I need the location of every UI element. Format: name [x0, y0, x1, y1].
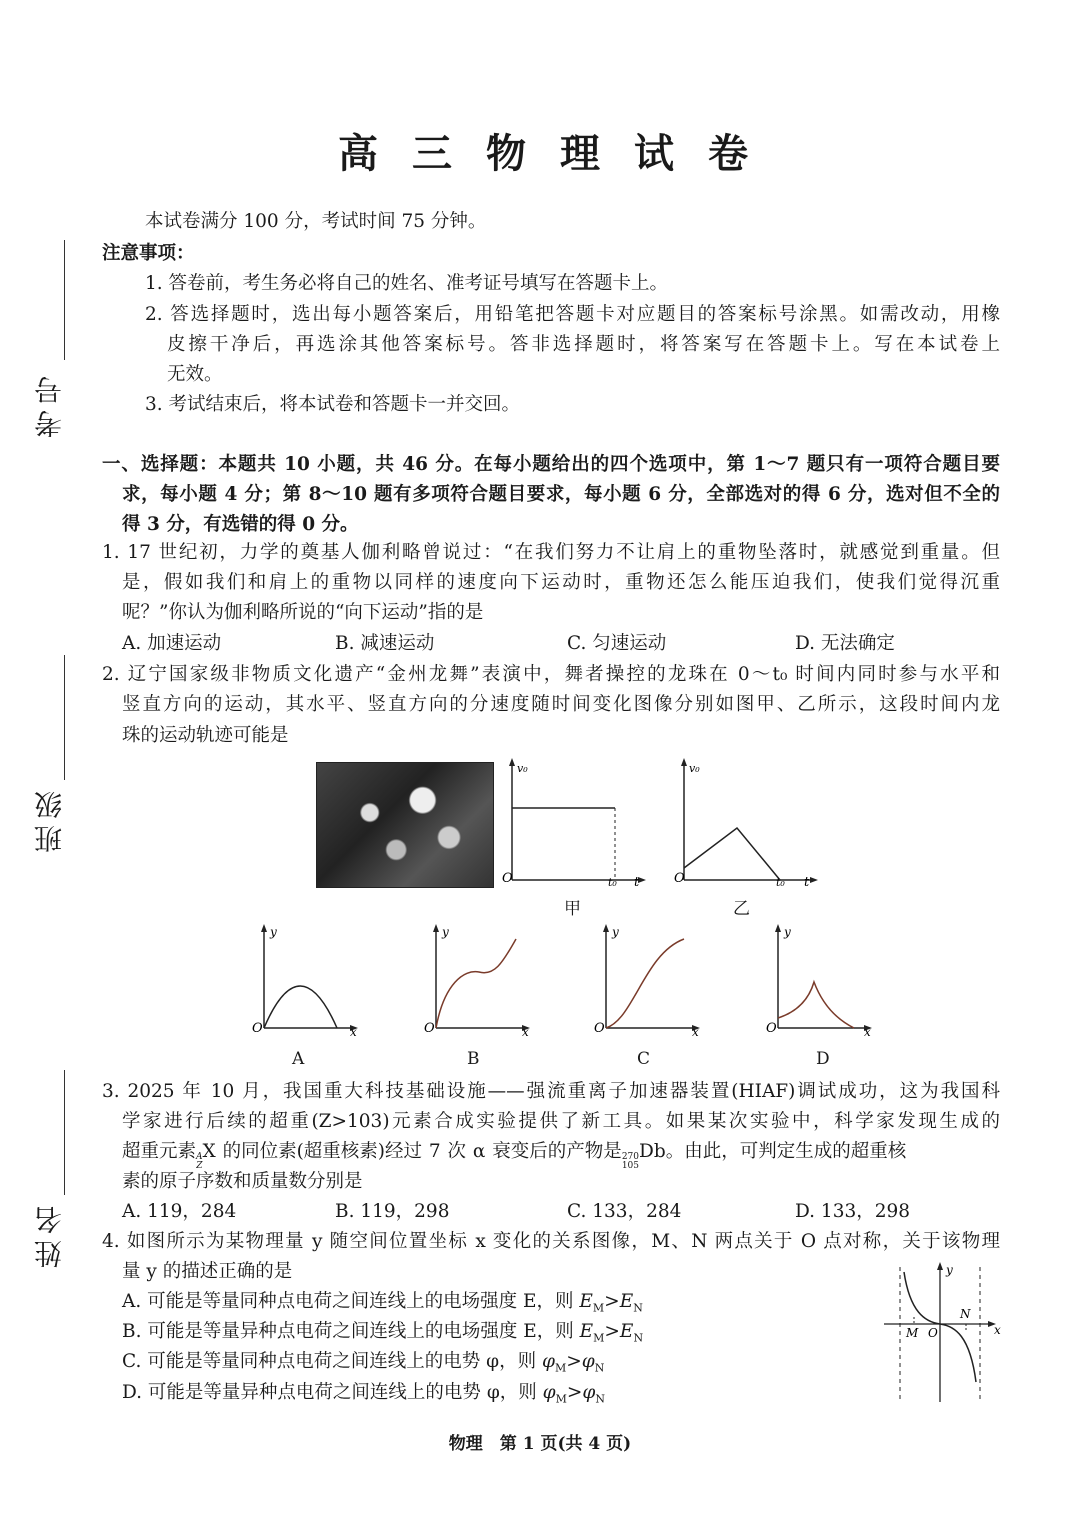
option-graph-c [594, 924, 704, 1039]
q3-option-b: B. 119，298 [335, 1201, 450, 1222]
q1-option-a: A. 加速运动 [122, 633, 222, 654]
q4-text: 4. 如图所示为某物理量 y 随空间位置坐标 x 变化的关系图像，M、N 两点关于 O 点对称，关于该物理 [102, 1231, 1000, 1252]
graph-yi [672, 758, 822, 888]
svg-text:O: O [928, 1326, 938, 1340]
graph-jia [500, 758, 650, 888]
note-item: 2. 答选择题时，选出每小题答案后，用铅笔把答题卡对应题目的答案标号涂黑。如需改动，用橡 [145, 304, 1000, 325]
svg-text:O: O [502, 871, 513, 886]
name-line [64, 1070, 65, 1195]
svg-text:t₀: t₀ [608, 876, 617, 889]
intro: 本试卷满分 100 分，考试时间 75 分钟。 [145, 211, 487, 232]
notes-heading: 注意事项： [102, 243, 195, 264]
q3-text: 素的原子序数和质量数分别是 [122, 1171, 363, 1192]
q1-text: 呢？”你认为伽利略所说的“向下运动”指的是 [122, 602, 484, 623]
q3-text: 学家进行后续的超重(Z>103)元素合成实验提供了新工具。如果某次实验中，科学家发现生成的 [122, 1111, 1000, 1132]
q3-option-c: C. 133，284 [567, 1201, 682, 1222]
svg-text:O: O [252, 1021, 263, 1036]
page-title: 高三物理试卷 [338, 130, 782, 177]
class-line [64, 655, 65, 780]
name-label: 姓名 [33, 1200, 66, 1268]
svg-text:x: x [864, 1025, 871, 1039]
q4-text: 量 y 的描述正确的是 [122, 1261, 293, 1282]
caption-yi: 乙 [733, 899, 750, 919]
note-item: 无效。 [167, 364, 223, 385]
svg-text:x: x [692, 1025, 699, 1039]
svg-text:y: y [946, 1263, 953, 1277]
class-label: 班级 [33, 785, 66, 853]
option-label-b: B [467, 1049, 480, 1069]
q3-text: 3. 2025 年 10 月，我国重大科技基础设施——强流重离子加速器装置(HIAF)调试成功，这为我国科 [102, 1081, 1000, 1102]
section-heading: 得 3 分，有选错的得 0 分。 [122, 514, 359, 535]
svg-text:v₀: v₀ [517, 762, 528, 775]
svg-text:t: t [634, 875, 640, 890]
q4-option-d: D. 可能是等量异种点电荷之间连线上的电势 φ，则 $\varphi_M>\varphi_N$ [122, 1382, 605, 1406]
svg-text:t: t [804, 875, 810, 890]
svg-text:O: O [594, 1021, 605, 1036]
option-label-c: C [637, 1049, 651, 1069]
option-label-a: A [292, 1049, 305, 1069]
svg-text:x: x [522, 1025, 529, 1039]
q2-text: 竖直方向的运动，其水平、竖直方向的分速度随时间变化图像分别如图甲、乙所示，这段时间内龙 [122, 694, 1000, 715]
svg-text:y: y [612, 925, 619, 939]
svg-text:y: y [784, 925, 791, 939]
svg-text:M: M [906, 1326, 919, 1340]
q3-text: 超重元素 A Z X 的同位素(超重核素)经过 7 次 α 衰变后的产物是 270 105 Db。由此，可判定生成的超重核 [122, 1141, 907, 1171]
q3-option-d: D. 133，298 [795, 1201, 911, 1222]
q3-option-a: A. 119，284 [122, 1201, 237, 1222]
q4-option-b: B. 可能是等量异种点电荷之间连线上的电场强度 E，则 $E_M>E_N$ [122, 1321, 644, 1345]
svg-text:x: x [350, 1025, 357, 1039]
q4-option-c: C. 可能是等量同种点电荷之间连线上的电势 φ，则 $\varphi_M>\varphi_N$ [122, 1351, 605, 1375]
svg-text:x: x [994, 1323, 1001, 1337]
section-heading: 求，每小题 4 分；第 8～10 题有多项符合题目要求，每小题 6 分，全部选对的得 6 分，选对但不全的 [122, 484, 1000, 505]
exam-no-line [64, 240, 65, 360]
option-label-d: D [816, 1049, 830, 1069]
caption-jia: 甲 [564, 899, 581, 919]
svg-text:O: O [766, 1021, 777, 1036]
q1-option-d: D. 无法确定 [795, 633, 895, 654]
q1-option-b: B. 减速运动 [335, 633, 435, 654]
note-item: 皮擦干净后，再选涂其他答案标号。答非选择题时，将答案写在答题卡上。写在本试卷上 [167, 334, 1000, 355]
svg-text:O: O [674, 871, 685, 886]
exam-no-label: 考号 [33, 370, 66, 438]
svg-text:y: y [270, 925, 277, 939]
q1-option-c: C. 匀速运动 [567, 633, 667, 654]
note-item: 3. 考试结束后，将本试卷和答题卡一并交回。 [145, 394, 521, 415]
q1-text: 是，假如我们和肩上的重物以同样的速度向下运动时，重物还怎么能压迫我们，使我们觉得沉重 [122, 572, 1000, 593]
q1-text: 1. 17 世纪初，力学的奠基人伽利略曾说过：“在我们努力不让肩上的重物坠落时，就感觉到重量。但 [102, 542, 1000, 563]
q4-graph [880, 1262, 1005, 1402]
q4-option-a: A. 可能是等量同种点电荷之间连线上的电场强度 E，则 $E_M>E_N$ [122, 1291, 643, 1315]
q2-text: 珠的运动轨迹可能是 [122, 725, 289, 746]
option-graph-b [424, 924, 534, 1039]
option-graph-a [252, 924, 362, 1039]
q2-text: 2. 辽宁国家级非物质文化遗产“金州龙舞”表演中，舞者操控的龙珠在 0～t₀ 时间内同时参与水平和 [102, 664, 1000, 685]
note-item: 1. 答卷前，考生务必将自己的姓名、准考证号填写在答题卡上。 [145, 273, 669, 294]
dragon-dance-photo [316, 762, 494, 888]
svg-text:t₀: t₀ [776, 876, 785, 889]
svg-text:N: N [960, 1307, 971, 1321]
svg-text:O: O [424, 1021, 435, 1036]
option-graph-d [766, 924, 876, 1039]
section-heading: 一、选择题：本题共 10 小题，共 46 分。在每小题给出的四个选项中，第 1～7 题只有一项符合题目要 [102, 454, 1000, 475]
svg-text:y: y [442, 925, 449, 939]
svg-text:v₀: v₀ [689, 762, 700, 775]
page-footer: 物理 第 1 页(共 4 页) [448, 1434, 632, 1454]
